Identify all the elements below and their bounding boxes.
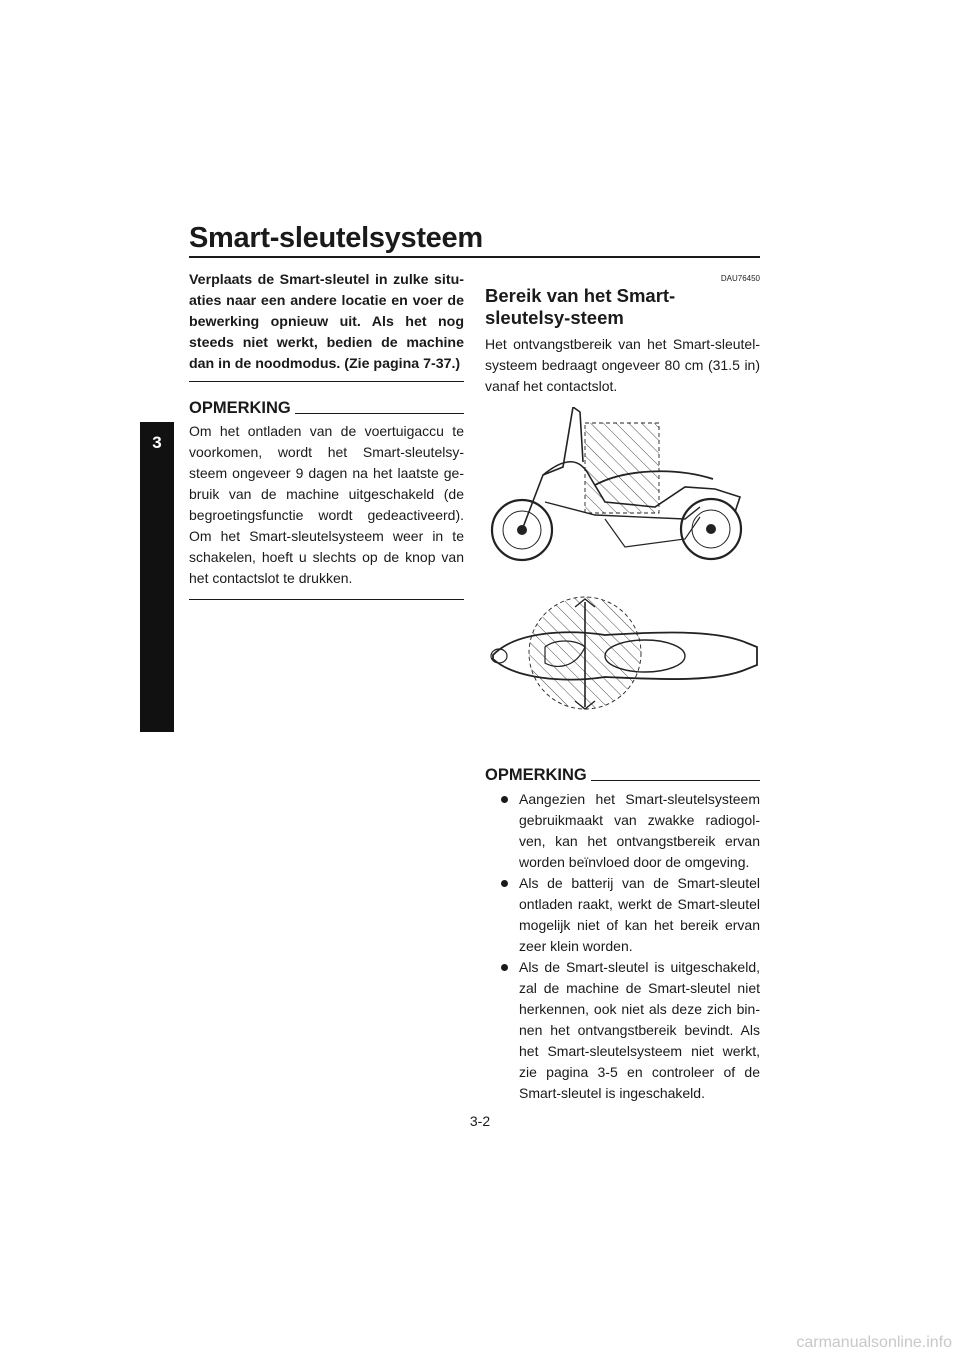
left-column [189, 270, 464, 600]
section-divider [189, 381, 464, 382]
note-header-line-right [591, 780, 760, 781]
page-number: 3-2 [469, 1113, 491, 1129]
scooter-top-view [491, 597, 757, 709]
bullet-icon [501, 796, 508, 803]
list-item: Aangezien het Smart-sleutelsysteem gebruikmaakt van zwakke radiogol-ven, kan het ontvangstbereik ervan worden beïnvloed door de omgeving. [485, 789, 760, 873]
list-item: Als de batterij van de Smart-sleutel ontladen raakt, werkt de Smart-sleutel mogelijk niet of kan het bereik ervan zeer klein worden. [485, 873, 760, 957]
note-title: OPMERKING [189, 399, 291, 417]
scooter-side-view [492, 407, 741, 560]
document-code: DAU76450 [720, 274, 760, 283]
note-title-right: OPMERKING [485, 766, 587, 784]
range-intro: Het ontvangstbereik van het Smart-sleutel-systeem bedraagt ongeveer 80 cm (31.5 in) vanaf het contactslot. [485, 336, 760, 394]
note-header [189, 398, 464, 418]
note-header-line [295, 413, 464, 414]
bullet-icon [501, 964, 508, 971]
note-text: Om het ontladen van de voertuigaccu te voorkomen, wordt het Smart-sleutelsy-steem ongeveer 9 dagen na het laatste ge-bruik van de machine uitgeschakeld (de begroetingsfunctie wordt gedeactiveerd). Om het Smart-sleutelsysteem weer in te schakelen, hoeft u slechts op de knop van het contactslot te drukken. [189, 423, 464, 586]
chapter-tab [140, 422, 174, 732]
warning-paragraph: Verplaats de Smart-sleutel in zulke situ-aties naar een andere locatie en voer de bewerking opnieuw uit. Als het nog steeds niet werkt, bedien de machine dan in de noodmodus. (Zie pagina 7-37.) [189, 272, 464, 372]
range-illustration [485, 407, 760, 742]
note-end-rule [189, 599, 464, 600]
note-header-right [485, 765, 760, 785]
title-rule [189, 256, 760, 258]
page-title: Smart-sleutelsysteem [189, 222, 483, 254]
watermark: carmanualsonline.info [796, 1334, 952, 1351]
note-bullet-list [485, 789, 760, 1104]
range-zone-side [585, 423, 659, 513]
section-title: Bereik van het Smart-sleutelsy-steem [485, 285, 676, 328]
chapter-number: 3 [152, 433, 162, 452]
bullet-icon [501, 880, 508, 887]
right-column [485, 270, 760, 1104]
list-item: Als de Smart-sleutel is uitgeschakeld, zal de machine de Smart-sleutel niet herkennen, ook niet als deze zich bin-nen het ontvangstbereik bevindt. Als het Smart-sleutelsysteem niet werkt, zie pagina 3-5 en controleer of de Smart-sleutel is ingeschakeld. [485, 957, 760, 1104]
